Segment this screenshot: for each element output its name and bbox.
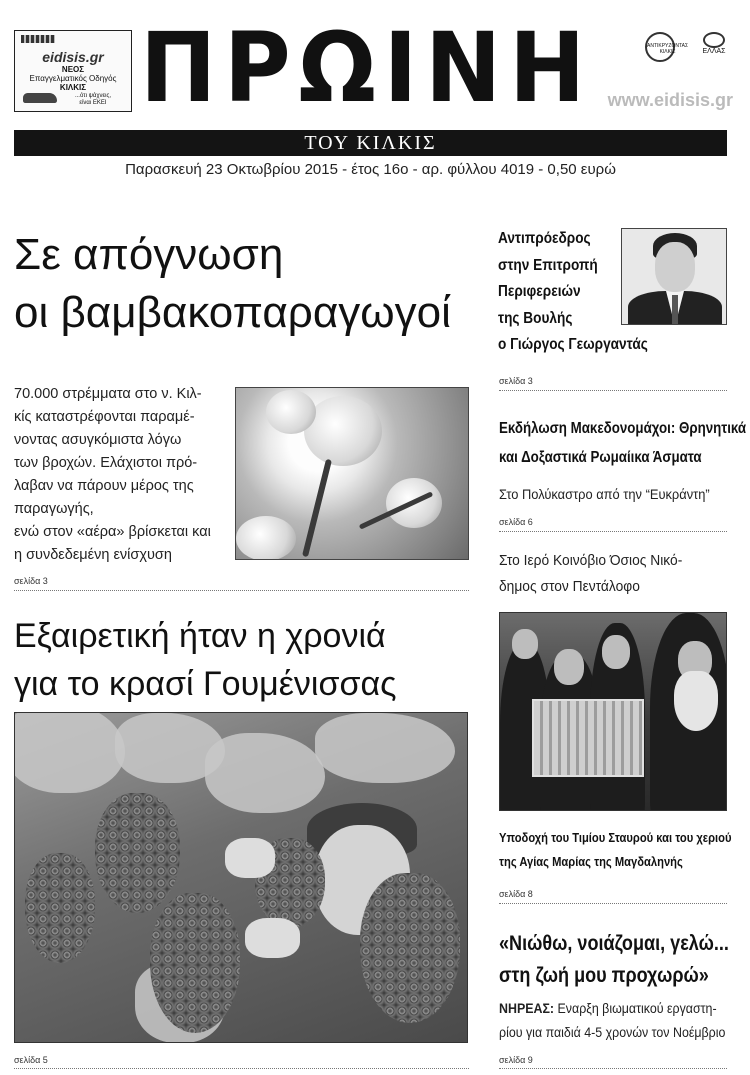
lead-line: ενώ στον «αέρα» βρίσκεται και xyxy=(14,524,211,540)
headline-line: Εκδήλωση Μακεδονομάχοι: Θρηνητικά xyxy=(499,420,747,437)
monk-face xyxy=(602,635,630,669)
ad-line: Επαγγελματικός Οδηγός xyxy=(29,74,117,84)
caption-line: Υποδοχή του Τιμίου Σταυρού και του χεριού xyxy=(499,830,732,845)
website-url[interactable]: www.eidisis.gr xyxy=(607,90,733,110)
page-reference[interactable]: σελίδα 3 xyxy=(14,576,48,586)
cotton-photo xyxy=(235,387,469,560)
story1-headline[interactable] xyxy=(14,226,484,342)
grape-harvest-photo xyxy=(14,712,468,1043)
monk-beard xyxy=(674,671,718,731)
divider xyxy=(499,903,727,904)
vine-leaf xyxy=(14,712,125,793)
text-line: Στο Ιερό Κοινόβιο Όσιος Νικό- xyxy=(499,552,683,569)
reliquary xyxy=(532,699,644,777)
dateline: Παρασκευή 23 Οκτωβρίου 2015 - έτος 16ο - αρ. φύλλου 4019 - 0,50 ευρώ xyxy=(125,161,616,178)
subtitle-bar: ΤΟΥ ΚΙΛΚΙΣ xyxy=(14,130,727,156)
lead-line: παραγωγής, xyxy=(14,501,94,517)
ad-line: είναι ΕΚΕΙ xyxy=(79,99,107,106)
text-line: Εναρξη βιωματικού εργαστη- xyxy=(554,1001,717,1016)
headline-line: και Δοξαστικά Ρωμαίικα Άσματα xyxy=(499,449,702,466)
text-line: ρίου για παιδιά 4-5 χρονών τον Νοέμβριο xyxy=(499,1025,726,1040)
postage-stamp-icon xyxy=(645,32,689,62)
headline-line: Σε απόγνωση xyxy=(14,230,284,279)
ad-brand: eidisis.gr xyxy=(42,49,104,65)
sidebar-event-text: Στο Πολύκαστρο από την “Ευκράντη” xyxy=(499,486,710,502)
ad-line: ...ότι ψάχνεις, xyxy=(74,92,112,99)
vine-leaf xyxy=(315,713,455,783)
newspaper-title: ΠΡΩΙΝΗ xyxy=(140,12,593,124)
divider xyxy=(499,390,727,391)
headline-line: στη ζωή μου προχωρώ» xyxy=(499,964,709,987)
story2-headline[interactable] xyxy=(14,612,484,708)
monks-photo xyxy=(499,612,727,811)
grape-bunch xyxy=(95,793,180,913)
hand xyxy=(225,838,275,878)
headline-line: της Βουλής xyxy=(498,309,573,327)
divider xyxy=(499,531,727,532)
portrait-face xyxy=(655,242,695,292)
page-reference[interactable]: σελίδα 6 xyxy=(499,517,533,527)
cotton-boll xyxy=(266,390,316,434)
ad-line: ΚΙΛΚΙΣ xyxy=(59,83,87,93)
sidebar-event-headline[interactable] xyxy=(499,414,747,472)
lead-line: των βροχών. Ελάχιστοι πρό- xyxy=(14,455,198,471)
monk-face xyxy=(512,629,538,659)
eltab-logo-icon xyxy=(700,32,728,62)
monks-caption xyxy=(499,826,731,874)
car-icon xyxy=(23,93,57,103)
cotton-boll xyxy=(236,516,296,560)
headline-line: οι βαμβακοπαραγωγοί xyxy=(14,288,451,337)
politician-portrait xyxy=(621,228,727,325)
grape-bunch xyxy=(360,873,460,1023)
headline-line: «Νιώθω, νοιάζομαι, γελώ... xyxy=(499,932,729,955)
caption-line: της Αγίας Μαρίας της Μαγδαληνής xyxy=(499,854,683,869)
text-line: δημος στον Πεντάλοφο xyxy=(499,578,640,595)
divider xyxy=(14,1068,469,1069)
lead-line: η συνδεδεμένη ενίσχυση xyxy=(14,547,172,563)
page-reference[interactable]: σελίδα 3 xyxy=(499,376,533,386)
advertisement-box[interactable] xyxy=(14,30,132,112)
cotton-stem xyxy=(302,459,332,557)
lead-line: κίς καταστρέφονται παραμέ- xyxy=(14,409,195,425)
page-reference[interactable]: σελίδα 9 xyxy=(499,1055,533,1065)
headline-line: Εξαιρετική ήταν η χρονιά xyxy=(14,617,386,655)
headline-line: Αντιπρόεδρος xyxy=(498,230,591,247)
lead-line: 70.000 στρέμματα στο ν. Κιλ- xyxy=(14,386,202,402)
divider xyxy=(14,590,469,591)
divider xyxy=(499,1068,727,1069)
page-reference[interactable]: σελίδα 5 xyxy=(14,1055,48,1065)
eltab-text: ΕΛΛΑΣ xyxy=(702,48,726,55)
ad-decoration xyxy=(21,35,55,43)
eltab-mark xyxy=(703,32,725,48)
organization-label: ΝΗΡΕΑΣ: xyxy=(499,1001,555,1016)
story1-lead xyxy=(14,383,229,567)
headline-line: στην Επιτροπή xyxy=(498,256,598,274)
headline-line: Περιφερειών xyxy=(498,283,581,300)
vine-leaf xyxy=(205,733,325,813)
grape-bunch xyxy=(25,853,95,963)
portrait-tie xyxy=(672,295,678,325)
headline-line: για το κρασί Γουμένισσας xyxy=(14,665,397,703)
monk-face xyxy=(554,649,584,685)
ad-line: ΝΕΟΣ xyxy=(61,65,85,75)
sidebar-monastery-text xyxy=(499,548,720,600)
grape-bunch xyxy=(150,893,240,1033)
lead-line: λαβαν να πάρουν μέρος της xyxy=(14,478,194,494)
headline-line: ο Γιώργος Γεωργαντάς xyxy=(498,336,648,353)
sidebar-quote-text xyxy=(499,997,734,1045)
lead-line: νοντας ασυγκόμιστα λόγω xyxy=(14,432,182,448)
hand xyxy=(245,918,300,958)
page-reference[interactable]: σελίδα 8 xyxy=(499,889,533,899)
cotton-boll xyxy=(304,396,382,466)
stamp-text: ΑΝΤΙΚΡΥΖΟΝΤΑΣ ΚΙΛΚΙΣ xyxy=(647,42,689,55)
sidebar-quote-headline[interactable] xyxy=(499,928,729,992)
sidebar-politician-headline[interactable] xyxy=(498,226,648,359)
